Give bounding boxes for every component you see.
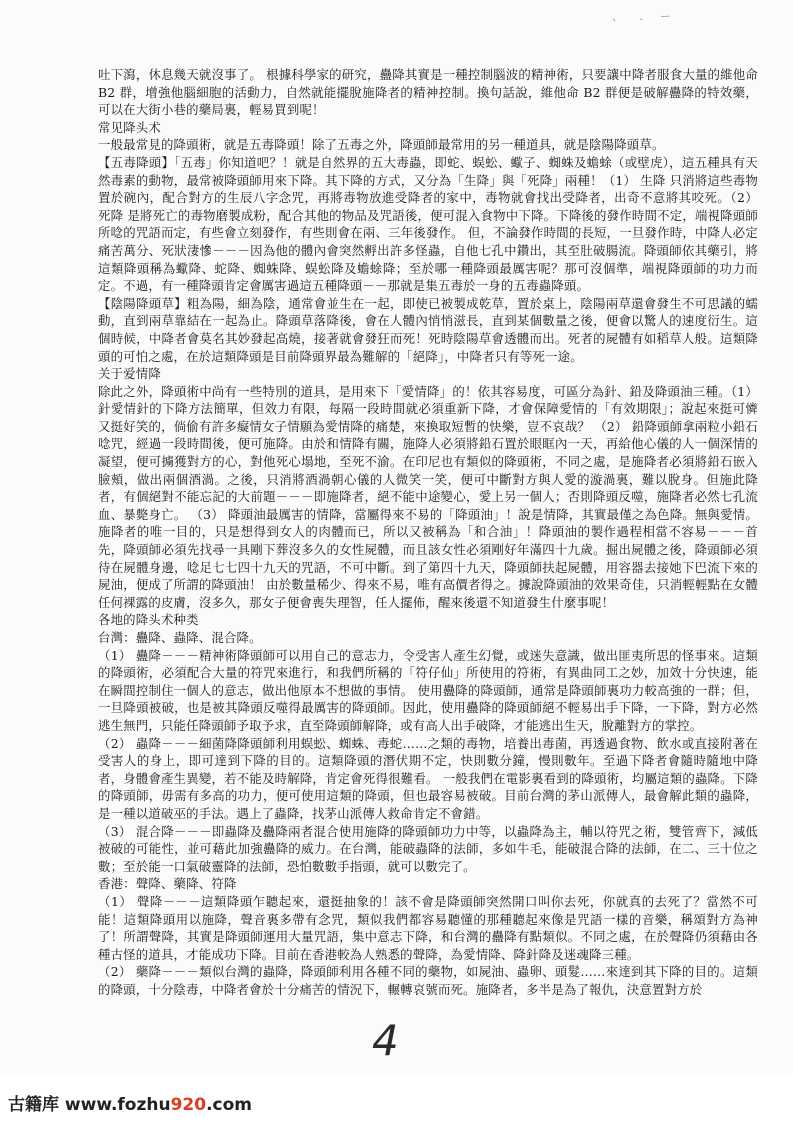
site-url-number: 920	[170, 1095, 207, 1115]
paragraph: （1） 蠱降－－－精神術降頭師可以用自己的意志力，令受害人產生幻覺，或迷失意識，做出匪夷所思的怪事來。這類的降頭術，必須配合大量的符咒來進行，和我們所稱的「符仔仙」所使用的符術，有異曲同工之妙，加效十分快速，能在瞬間控制住一個人的意志，做出他原本不想做的事情。 使用蠱降的降頭師，通常是降頭師裏功力較高強的一群；但，一旦降頭被破，也是被其降頭反噬得最厲害的降頭師。因此，使用蠱降的降頭師絕不輕易出手下降，一下降，對方必然逃生無門，只能任降頭師予取予求，直至降頭師解降，或有高人出手破降，才能逃出生天，脫離對方的掌控。	[98, 647, 758, 733]
paragraph: （3） 混合降－－－即蟲降及蠱降兩者混合使用施降的降頭師功力中等，以蟲降為主，輔以符咒之術，雙管齊下，減低被破的可能性，並可藉此加強蠱降的威力。在台灣，能破蟲降的法師，多如牛毛，能破混合降的法師，在二、三十位之數；至於能一口氣破靈降的法師，恐怕數數手指頭，就可以數完了。	[98, 823, 758, 874]
paragraph: 台灣：蠱降、蟲降、混合降。	[98, 630, 262, 645]
scan-speck: ー	[660, 10, 671, 23]
site-name: 古籍库	[8, 1095, 59, 1115]
paragraph: 香港：聲降、藥降、符降	[98, 876, 237, 892]
paragraph: 【五毒降頭】「五毒」你知道吧？！就是自然界的五大毒蟲，即蛇、蜈蚣、蠍子、蜘蛛及蟾蜍（或壁虎），這五種具有天然毒素的動物，最常被降頭師用來下降。其下降的方式，又分為「生降」與「死降」兩種！（1） 生降 只消將這些毒物置於碗內，配合對方的生辰八字念咒，再將毒物放進受降者的家中，毒物就會找出受降者，出奇不意將其咬死。（2） 死降 是將死亡的毒物磨製成粉，配合其他的物品及咒語後，便可混入食物中下降。下降後的發作時間不定，端視降頭師所唸的咒語而定，有些會立刻發作，有些則會在兩、三年後發作。 但，不論發作時間的長短，一旦發作時，中降人必定痛苦萬分、死狀淒慘－－－因為他的體內會突然孵出許多怪蟲，自他七孔中鑽出，其至肚破腸流。降頭師依其藥引，將這類降頭稱為蠍降、蛇降、蜘蛛降、蜈蚣降及蟾蜍降；至於哪一種降頭最厲害呢？那可沒個準，端視降頭師的功力而定。不過，有一種降頭肯定會厲害過這五種降頭－－那就是集五毒於一身的五毒蟲降頭。	[98, 154, 758, 294]
site-url-suffix: .com	[206, 1095, 253, 1115]
section-heading: 常见降头术	[98, 119, 161, 135]
site-logo[interactable]	[8, 1090, 252, 1115]
page-number: 4	[372, 1016, 399, 1065]
paragraph: （2） 藥降－－－類似台灣的蟲降，降頭師利用各種不同的藥物，如屍油、蟲卵、頭髮……來達到其下降的目的。這類的降頭，十分陰毒，中降者會於十分痛苦的情況下，輾轉哀號而死。施降者，多半是為了報仇，決意置對方於	[98, 964, 758, 997]
paragraph: 一般最常見的降頭術，就是五毒降頭！除了五毒之外，降頭師最常用的另一種道具，就是陰陽降頭草。	[98, 137, 665, 153]
scan-speck: 、 .	[612, 10, 643, 23]
paragraph: （2） 蟲降－－－細菌降降頭師利用蜈蚣、蜘蛛、毒蛇……之類的毒物，培養出毒菌，再透過食物、飲水或直接附著在受害人的身上，即可達到下降的目的。這類降頭的潛伏期不定，快則數分鐘，慢則數年。至過下降者會隨時隨地中降者，身體會產生異變，若不能及時解降，肯定會死得很難看。 一般我們在電影裏看到的降頭術，均屬這類的蟲降。下降的降頭師，毋需有多高的功力，便可使用這類的降頭，但也最容易被破。目前台灣的茅山派傳人，最會解此類的蟲降，是一種以道破巫的手法。遇上了蟲降，找茅山派傳人救命肯定不會錯。	[98, 735, 758, 821]
site-url-prefix: www.fozhu	[64, 1095, 171, 1115]
paragraph: 【陰陽降頭草】粗為陽，細為陰，通常會並生在一起，即使已被製成乾草，置於桌上，陰陽兩草還會發生不可思議的蠕動，直到兩草靠結在一起為止。降頭草落降後，會在人體內悄悄滋長，直到某個數量之後，便會以驚人的速度衍生。這個時候，中降者會莫名其妙發起高燒，接著就會發狂而死！死時陰陽草會透體而出。死者的屍體有如稻草人般。這類降頭的可怕之處，在於這類降頭是目前降頭界最為難解的「絕降」，中降者只有等死一途。	[98, 295, 758, 364]
document-body	[98, 66, 758, 998]
paragraph: 除此之外，降頭術中尚有一些特別的道具，是用來下「愛情降」的！依其容易度，可區分為針、鉛及降頭油三種。（1） 針愛情針的下降方法簡單，但效力有限，每隔一段時間就必須重新下降，才會保障愛情的「有效期限」；說起來挺可憐又挺好笑的，倘偷有許多癡情女子情願為愛情降的痛楚，來換取短暫的快樂，豈不哀哉？ （2） 鉛降頭師拿兩粒小鉛石唸咒，經過一段時間後，便可施降。由於和情降有關，施降人必須將鉛石置於眼眶內一天，再給他心儀的人一個深情的凝望，便可擄獲對方的心，對他死心塌地，至死不渝。在印尼也有類似的降頭術，不同之處，是施降者必須將鉛石嵌入臉頰，做出兩個酒渦。之後，只消將酒渦朝心儀的人微笑一笑，便可中斷對方與人愛的漩渦裏，難以脫身。但施此降者，有個絕對不能忘記的大前題－－－即施降者，絕不能中途變心，愛上另一個人；否則降頭反噬，施降者必然七孔流血、暴斃身亡。 （3） 降頭油最厲害的情降，當屬得來不易的「降頭油」！說是情降，其實最僅之為色降。無與愛情。施降者的唯一目的，只是想得到女人的肉體而已，所以又被稱為「和合油」！降頭油的製作過程相當不容易－－－首先，降頭師必須先找尋一具剛下葬沒多久的女性屍體，而且該女性必須剛好年滿四十九歲。掘出屍體之後，降頭師必須待在屍體身邊，唸足七七四十九天的咒語，不可中斷。到了第四十九天，降頭師扶起屍體，用容器去接她下巴流下來的屍油，便成了所謂的降頭油！ 由於數量稀少、得來不易，唯有高價者得之。據說降頭油的效果奇佳，只消輕輕點在女體任何裸露的皮膚，沒多久，那女子便會喪失理智，任人擺佈，醒來後還不知道發生什麼事呢！	[98, 383, 758, 610]
footer-watermark	[0, 1076, 793, 1122]
section-heading: 各地的降头术种类	[98, 612, 199, 628]
paragraph: 吐下瀉，休息幾天就沒事了。 根據科學家的研究，蠱降其實是一種控制腦波的精神術，只要讓中降者服食大量的維他命 B2 群，增強他腦細胞的活動力，自然就能擺脫施降者的精神控制。換句話說，維他命 B2 群便是破解蠱降的特效藥，可以在大街小巷的藥局裏，輕易買到呢！	[98, 67, 758, 118]
paragraph: （1） 聲降－－－這類降頭乍聽起來，還挺抽象的！該不會是降頭師突然開口叫你去死，你就真的去死了？當然不可能！這類降頭用以施降，聲音裏多帶有念咒，類似我們都容易聽懂的那種聽起來像是咒語一樣的音樂，稱頌對方為神了！所謂聲降，其實是降頭師運用大量咒語，集中意志下降，和台灣的蠱降有點類似。不同之處，在於聲降仍須藉由各種古怪的道具，才能成功下降。目前在香港較為人熟悉的聲降，為愛情降、降針降及迷魂降三種。	[98, 893, 758, 962]
section-heading: 关于爱情降	[98, 366, 161, 382]
